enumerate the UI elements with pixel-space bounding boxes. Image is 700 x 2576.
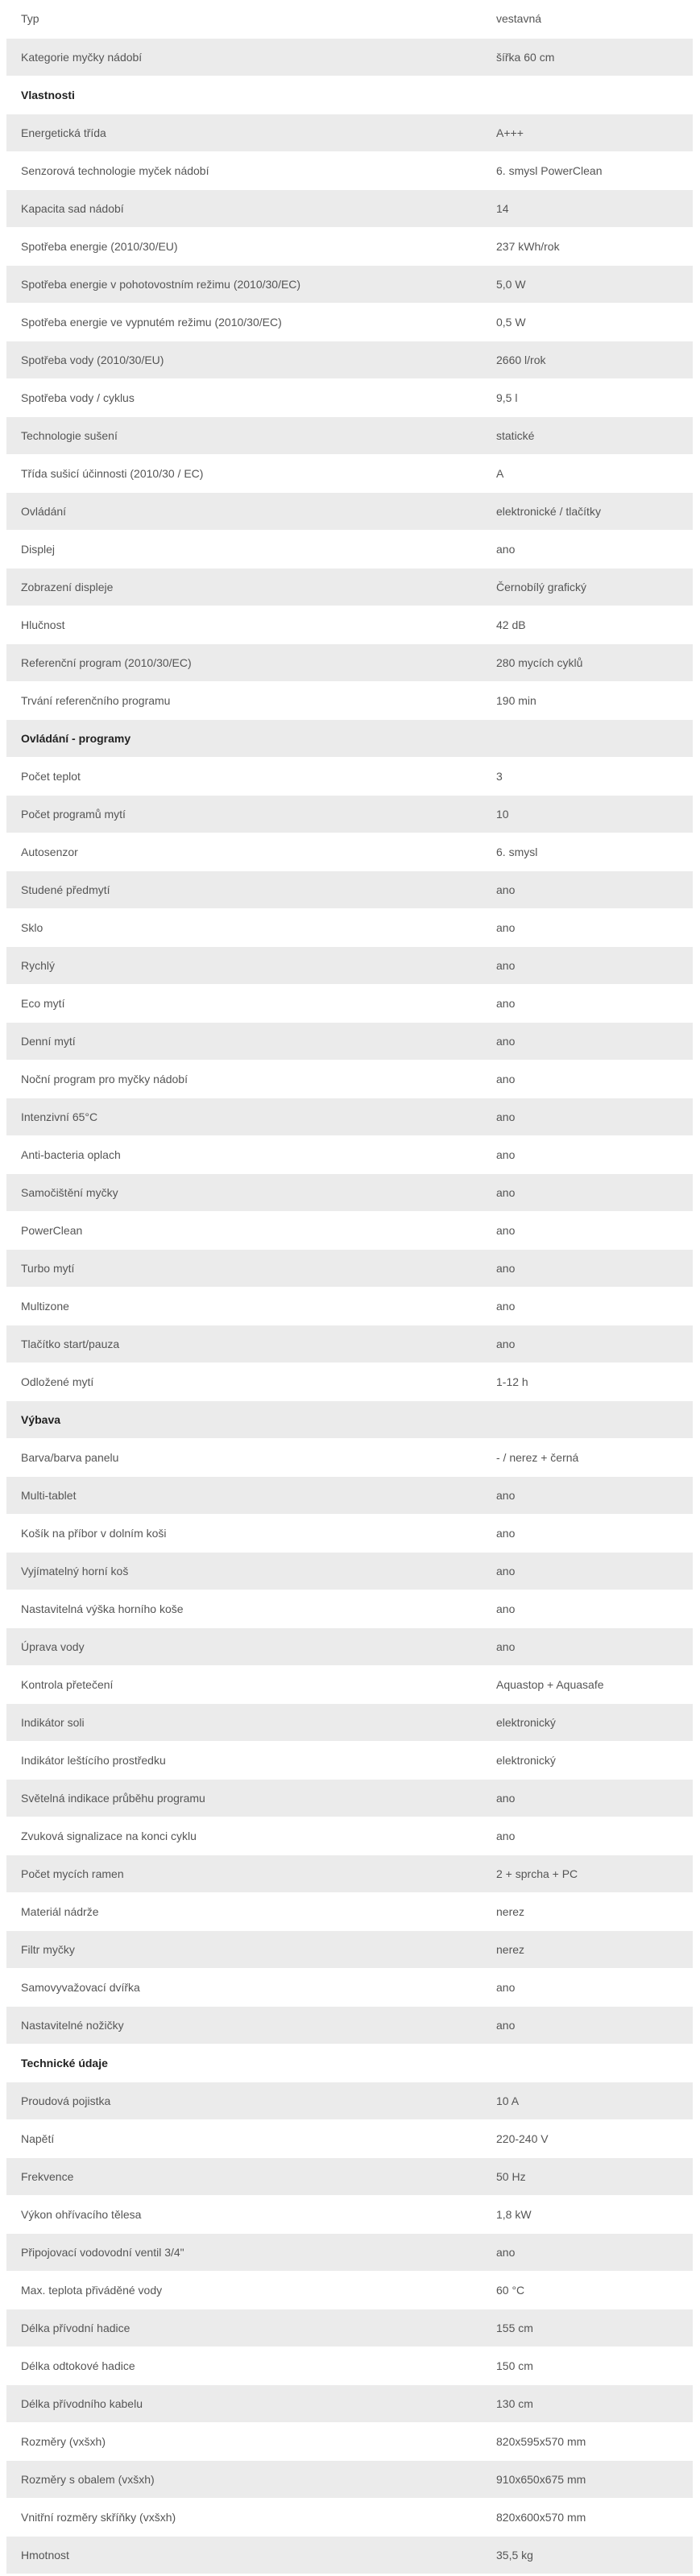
spec-value: 5,0 W bbox=[487, 265, 693, 303]
spec-label: Ovládání bbox=[6, 492, 487, 530]
spec-label: Sklo bbox=[6, 908, 487, 946]
spec-row bbox=[6, 1665, 693, 1703]
spec-row bbox=[6, 341, 693, 378]
spec-row bbox=[6, 492, 693, 530]
spec-value: 0,5 W bbox=[487, 303, 693, 341]
spec-label: Denní mytí bbox=[6, 1022, 487, 1060]
spec-label: Spotřeba energie ve vypnutém režimu (2010/30/EC) bbox=[6, 303, 487, 341]
spec-value: ano bbox=[487, 1514, 693, 1552]
spec-label: Typ bbox=[6, 0, 487, 38]
spec-row bbox=[6, 1779, 693, 1817]
spec-table-body bbox=[6, 0, 693, 2574]
spec-label: PowerClean bbox=[6, 1211, 487, 1249]
spec-row bbox=[6, 1930, 693, 1968]
spec-label: Indikátor soli bbox=[6, 1703, 487, 1741]
section-header-row bbox=[6, 76, 693, 114]
spec-row bbox=[6, 530, 693, 568]
spec-label: Senzorová technologie myček nádobí bbox=[6, 151, 487, 189]
spec-row bbox=[6, 265, 693, 303]
spec-label: Max. teplota přiváděné vody bbox=[6, 2271, 487, 2309]
spec-value: ano bbox=[487, 1590, 693, 1627]
spec-label: Kategorie myčky nádobí bbox=[6, 38, 487, 76]
section-title: Vlastnosti bbox=[6, 76, 487, 114]
spec-value: ano bbox=[487, 530, 693, 568]
spec-value bbox=[487, 2044, 693, 2082]
spec-row bbox=[6, 2460, 693, 2498]
spec-label: Materiál nádrže bbox=[6, 1892, 487, 1930]
spec-row bbox=[6, 227, 693, 265]
spec-label: Nastavitelné nožičky bbox=[6, 2006, 487, 2044]
spec-value: ano bbox=[487, 1060, 693, 1098]
spec-row bbox=[6, 1098, 693, 1135]
spec-row bbox=[6, 946, 693, 984]
spec-row bbox=[6, 1135, 693, 1173]
spec-value: nerez bbox=[487, 1892, 693, 1930]
spec-value: ano bbox=[487, 1552, 693, 1590]
spec-value: 9,5 l bbox=[487, 378, 693, 416]
spec-row bbox=[6, 2157, 693, 2195]
spec-value: ano bbox=[487, 984, 693, 1022]
spec-label: Třída sušicí účinnosti (2010/30 / EC) bbox=[6, 454, 487, 492]
spec-row bbox=[6, 2309, 693, 2347]
spec-row bbox=[6, 984, 693, 1022]
spec-label: Spotřeba vody (2010/30/EU) bbox=[6, 341, 487, 378]
spec-label: Eco mytí bbox=[6, 984, 487, 1022]
spec-row bbox=[6, 1552, 693, 1590]
spec-value: ano bbox=[487, 1173, 693, 1211]
spec-value: 2 + sprcha + PC bbox=[487, 1854, 693, 1892]
spec-label: Filtr myčky bbox=[6, 1930, 487, 1968]
spec-label: Samočištění myčky bbox=[6, 1173, 487, 1211]
spec-label: Zvuková signalizace na konci cyklu bbox=[6, 1817, 487, 1854]
spec-row bbox=[6, 1362, 693, 1400]
spec-row bbox=[6, 2271, 693, 2309]
spec-label: Připojovací vodovodní ventil 3/4" bbox=[6, 2233, 487, 2271]
spec-row bbox=[6, 1514, 693, 1552]
spec-value: - / nerez + černá bbox=[487, 1438, 693, 1476]
spec-row bbox=[6, 114, 693, 151]
spec-row bbox=[6, 1968, 693, 2006]
spec-row bbox=[6, 2536, 693, 2574]
spec-row bbox=[6, 757, 693, 795]
spec-value: ano bbox=[487, 1817, 693, 1854]
spec-row bbox=[6, 606, 693, 643]
spec-value bbox=[487, 76, 693, 114]
spec-value: ano bbox=[487, 908, 693, 946]
spec-value: A bbox=[487, 454, 693, 492]
spec-label: Turbo mytí bbox=[6, 1249, 487, 1287]
spec-row bbox=[6, 151, 693, 189]
spec-row bbox=[6, 1249, 693, 1287]
spec-row bbox=[6, 643, 693, 681]
spec-label: Úprava vody bbox=[6, 1627, 487, 1665]
spec-label: Spotřeba vody / cyklus bbox=[6, 378, 487, 416]
spec-row bbox=[6, 681, 693, 719]
section-title: Výbava bbox=[6, 1400, 487, 1438]
spec-label: Barva/barva panelu bbox=[6, 1438, 487, 1476]
spec-label: Energetická třída bbox=[6, 114, 487, 151]
spec-row bbox=[6, 1476, 693, 1514]
spec-row bbox=[6, 1741, 693, 1779]
spec-value: 10 bbox=[487, 795, 693, 833]
spec-row bbox=[6, 908, 693, 946]
spec-value: ano bbox=[487, 1287, 693, 1325]
spec-value: ano bbox=[487, 1135, 693, 1173]
spec-label: Počet teplot bbox=[6, 757, 487, 795]
spec-label: Rozměry (vxšxh) bbox=[6, 2422, 487, 2460]
spec-value: Černobílý grafický bbox=[487, 568, 693, 606]
spec-row bbox=[6, 870, 693, 908]
spec-row bbox=[6, 1854, 693, 1892]
spec-row bbox=[6, 2119, 693, 2157]
spec-row bbox=[6, 1590, 693, 1627]
section-title: Technické údaje bbox=[6, 2044, 487, 2082]
section-header-row bbox=[6, 2044, 693, 2082]
spec-label: Zobrazení displeje bbox=[6, 568, 487, 606]
spec-row bbox=[6, 2422, 693, 2460]
spec-value: ano bbox=[487, 1022, 693, 1060]
spec-row bbox=[6, 2006, 693, 2044]
spec-table bbox=[6, 0, 693, 2574]
spec-label: Intenzivní 65°C bbox=[6, 1098, 487, 1135]
spec-label: Studené předmytí bbox=[6, 870, 487, 908]
spec-value bbox=[487, 1400, 693, 1438]
spec-label: Světelná indikace průběhu programu bbox=[6, 1779, 487, 1817]
spec-row bbox=[6, 1173, 693, 1211]
spec-label: Multi-tablet bbox=[6, 1476, 487, 1514]
spec-value: 60 °C bbox=[487, 2271, 693, 2309]
spec-value: A+++ bbox=[487, 114, 693, 151]
spec-label: Rozměry s obalem (vxšxh) bbox=[6, 2460, 487, 2498]
spec-label: Autosenzor bbox=[6, 833, 487, 870]
spec-label: Tlačítko start/pauza bbox=[6, 1325, 487, 1362]
spec-label: Rychlý bbox=[6, 946, 487, 984]
spec-row bbox=[6, 1060, 693, 1098]
spec-value: 910x650x675 mm bbox=[487, 2460, 693, 2498]
spec-value: nerez bbox=[487, 1930, 693, 1968]
spec-row bbox=[6, 2082, 693, 2119]
spec-label: Samovyvažovací dvířka bbox=[6, 1968, 487, 2006]
spec-value: 220-240 V bbox=[487, 2119, 693, 2157]
spec-label: Trvání referenčního programu bbox=[6, 681, 487, 719]
spec-value: ano bbox=[487, 1779, 693, 1817]
spec-label: Košík na příbor v dolním koši bbox=[6, 1514, 487, 1552]
spec-label: Hmotnost bbox=[6, 2536, 487, 2574]
spec-label: Spotřeba energie v pohotovostním režimu (2010/30/EC) bbox=[6, 265, 487, 303]
spec-value: 42 dB bbox=[487, 606, 693, 643]
spec-label: Výkon ohřívacího tělesa bbox=[6, 2195, 487, 2233]
spec-value: 6. smysl bbox=[487, 833, 693, 870]
spec-row bbox=[6, 303, 693, 341]
spec-row bbox=[6, 38, 693, 76]
spec-value: ano bbox=[487, 1968, 693, 2006]
section-header-row bbox=[6, 719, 693, 757]
spec-label: Délka přívodní hadice bbox=[6, 2309, 487, 2347]
spec-row bbox=[6, 0, 693, 38]
spec-value: statické bbox=[487, 416, 693, 454]
spec-value: 1-12 h bbox=[487, 1362, 693, 1400]
spec-row bbox=[6, 1817, 693, 1854]
spec-row bbox=[6, 2233, 693, 2271]
section-header-row bbox=[6, 1400, 693, 1438]
spec-row bbox=[6, 1627, 693, 1665]
spec-value: 237 kWh/rok bbox=[487, 227, 693, 265]
spec-value: 35,5 kg bbox=[487, 2536, 693, 2574]
spec-row bbox=[6, 2384, 693, 2422]
spec-value: 10 A bbox=[487, 2082, 693, 2119]
spec-label: Vyjímatelný horní koš bbox=[6, 1552, 487, 1590]
spec-value: elektronický bbox=[487, 1741, 693, 1779]
spec-value: 14 bbox=[487, 189, 693, 227]
spec-label: Displej bbox=[6, 530, 487, 568]
spec-label: Frekvence bbox=[6, 2157, 487, 2195]
spec-label: Vnitřní rozměry skříňky (vxšxh) bbox=[6, 2498, 487, 2536]
spec-value: 155 cm bbox=[487, 2309, 693, 2347]
spec-label: Délka odtokové hadice bbox=[6, 2347, 487, 2384]
spec-value: 2660 l/rok bbox=[487, 341, 693, 378]
spec-label: Noční program pro myčky nádobí bbox=[6, 1060, 487, 1098]
spec-value bbox=[487, 719, 693, 757]
spec-row bbox=[6, 189, 693, 227]
spec-value: ano bbox=[487, 946, 693, 984]
section-title: Ovládání - programy bbox=[6, 719, 487, 757]
spec-value: ano bbox=[487, 870, 693, 908]
spec-value: 1,8 kW bbox=[487, 2195, 693, 2233]
spec-row bbox=[6, 1703, 693, 1741]
spec-label: Počet programů mytí bbox=[6, 795, 487, 833]
spec-row bbox=[6, 833, 693, 870]
spec-label: Proudová pojistka bbox=[6, 2082, 487, 2119]
spec-value: ano bbox=[487, 1325, 693, 1362]
spec-label: Odložené mytí bbox=[6, 1362, 487, 1400]
spec-row bbox=[6, 2347, 693, 2384]
spec-value: elektronický bbox=[487, 1703, 693, 1741]
spec-label: Multizone bbox=[6, 1287, 487, 1325]
spec-label: Hlučnost bbox=[6, 606, 487, 643]
spec-value: 820x600x570 mm bbox=[487, 2498, 693, 2536]
spec-label: Referenční program (2010/30/EC) bbox=[6, 643, 487, 681]
spec-row bbox=[6, 416, 693, 454]
spec-value: ano bbox=[487, 2006, 693, 2044]
spec-value: 50 Hz bbox=[487, 2157, 693, 2195]
spec-value: 150 cm bbox=[487, 2347, 693, 2384]
spec-value: vestavná bbox=[487, 0, 693, 38]
spec-value: 190 min bbox=[487, 681, 693, 719]
spec-value: ano bbox=[487, 1211, 693, 1249]
spec-row bbox=[6, 1022, 693, 1060]
spec-row bbox=[6, 2195, 693, 2233]
spec-label: Indikátor leštícího prostředku bbox=[6, 1741, 487, 1779]
spec-row bbox=[6, 1287, 693, 1325]
spec-row bbox=[6, 1892, 693, 1930]
spec-value: ano bbox=[487, 2233, 693, 2271]
spec-value: 280 mycích cyklů bbox=[487, 643, 693, 681]
spec-row bbox=[6, 378, 693, 416]
spec-label: Počet mycích ramen bbox=[6, 1854, 487, 1892]
spec-value: 130 cm bbox=[487, 2384, 693, 2422]
spec-label: Délka přívodního kabelu bbox=[6, 2384, 487, 2422]
spec-value: ano bbox=[487, 1476, 693, 1514]
spec-row bbox=[6, 1325, 693, 1362]
spec-value: 820x595x570 mm bbox=[487, 2422, 693, 2460]
spec-value: 3 bbox=[487, 757, 693, 795]
spec-value: elektronické / tlačítky bbox=[487, 492, 693, 530]
spec-label: Spotřeba energie (2010/30/EU) bbox=[6, 227, 487, 265]
spec-label: Kapacita sad nádobí bbox=[6, 189, 487, 227]
spec-row bbox=[6, 795, 693, 833]
spec-value: ano bbox=[487, 1627, 693, 1665]
spec-label: Kontrola přetečení bbox=[6, 1665, 487, 1703]
spec-value: 6. smysl PowerClean bbox=[487, 151, 693, 189]
spec-row bbox=[6, 2498, 693, 2536]
spec-label: Nastavitelná výška horního koše bbox=[6, 1590, 487, 1627]
spec-row bbox=[6, 1211, 693, 1249]
spec-label: Anti-bacteria oplach bbox=[6, 1135, 487, 1173]
spec-label: Napětí bbox=[6, 2119, 487, 2157]
spec-row bbox=[6, 454, 693, 492]
spec-value: šířka 60 cm bbox=[487, 38, 693, 76]
spec-value: ano bbox=[487, 1249, 693, 1287]
spec-label: Technologie sušení bbox=[6, 416, 487, 454]
spec-row bbox=[6, 568, 693, 606]
spec-value: Aquastop + Aquasafe bbox=[487, 1665, 693, 1703]
spec-row bbox=[6, 1438, 693, 1476]
spec-value: ano bbox=[487, 1098, 693, 1135]
